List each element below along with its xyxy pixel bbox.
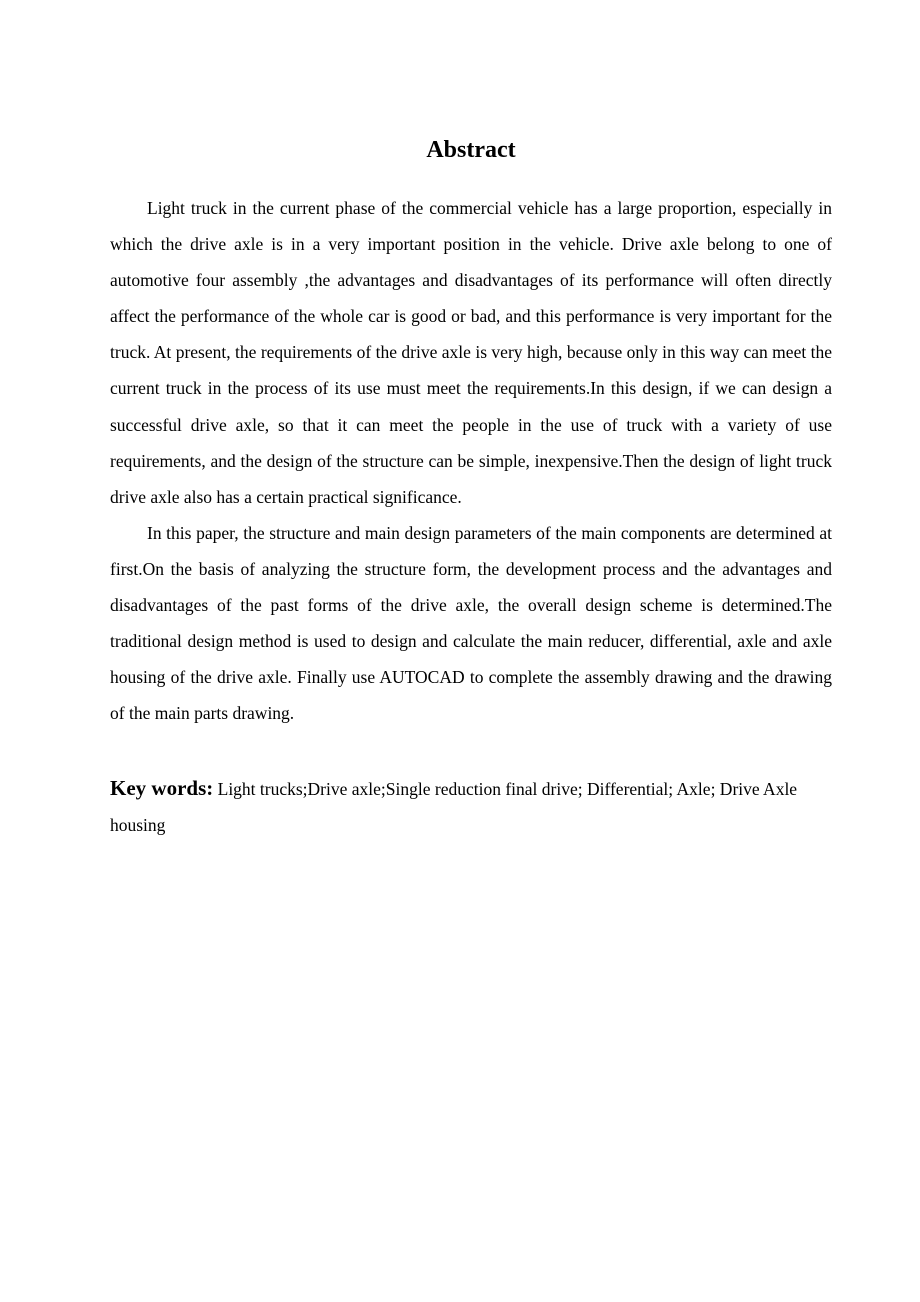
keywords-section bbox=[110, 770, 832, 843]
keywords-label: Key words: bbox=[110, 776, 214, 800]
abstract-paragraph-1: Light truck in the current phase of the commercial vehicle has a large proportion, especially in which the drive axle is in a very important position in the vehicle. Drive axle belong to one of automotive four assembly ,the advantages and disadvantages of its performance will often directly affect the performance of the whole car is good or bad, and this performance is very important for the truck. At present, the requirements of the drive axle is very high, because only in this way can meet the current truck in the process of its use must meet the requirements.In this design, if we can design a successful drive axle, so that it can meet the people in the use of truck with a variety of use requirements, and the design of the structure can be simple, inexpensive.Then the design of light truck drive axle also has a certain practical significance. bbox=[110, 198, 832, 507]
abstract-paragraph-2: In this paper, the structure and main design parameters of the main components are determined at first.On the basis of analyzing the structure form, the development process and the advantages and disadvantages of the past forms of the drive axle, the overall design scheme is determined.The traditional design method is used to design and calculate the main reducer, differential, axle and axle housing of the drive axle. Finally use AUTOCAD to complete the assembly drawing and the drawing of the main parts drawing. bbox=[110, 522, 832, 724]
page-title: Abstract bbox=[426, 137, 516, 163]
abstract-body bbox=[110, 190, 832, 731]
keywords-text: Light trucks;Drive axle;Single reduction final drive; Differential; Axle; Drive Axle housing bbox=[110, 779, 798, 835]
